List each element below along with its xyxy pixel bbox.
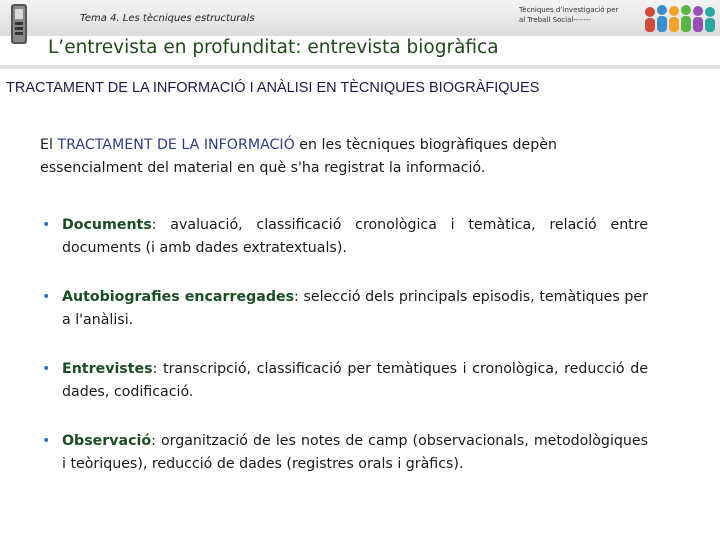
title-divider — [0, 65, 720, 69]
bullet-text: : organització de les notes de camp (observacionals, metodològiques i teòriques), reducció de dades (registres orals i gràfics). — [62, 433, 648, 472]
bullet-autobiografies — [40, 286, 648, 332]
intro-prefix: El — [40, 137, 58, 153]
bullet-text: : transcripció, classificació per temàtiques i cronològica, reducció de dades, codificació. — [62, 361, 648, 400]
slide-title: L’entrevista en profunditat: entrevista biogràfica — [48, 37, 499, 58]
intro-paragraph — [40, 134, 648, 180]
bullet-dot-icon: • — [42, 361, 51, 377]
bullet-text: : selecció dels principals episodis, temàtiques per a l'anàlisi. — [62, 289, 648, 328]
bullet-dot-icon: • — [42, 217, 51, 233]
bullet-entrevistes — [40, 358, 648, 404]
bullet-term: Entrevistes — [62, 361, 153, 377]
bullet-text: : avaluació, classificació cronològica i temàtica, relació entre documents (i amb dades extratextuals). — [62, 217, 648, 256]
slide-content — [40, 134, 648, 502]
course-name — [519, 5, 637, 25]
bullet-term: Autobiografies encarregades — [62, 289, 295, 305]
bullet-documents — [40, 214, 648, 260]
bullet-dot-icon: • — [42, 289, 51, 305]
course-name-line-2: al Treball Social------- — [519, 16, 592, 24]
bullet-term: Documents — [62, 217, 152, 233]
course-name-line-1: Tècniques d’investigació per — [519, 6, 619, 14]
intro-highlight: TRACTAMENT DE LA INFORMACIÓ — [57, 137, 295, 153]
header-topic: Tema 4. Les tècniques estructurals — [80, 13, 255, 24]
people-group-icon — [642, 2, 718, 34]
voice-recorder-icon — [8, 3, 30, 45]
bullet-observacio — [40, 430, 648, 476]
bullet-dot-icon: • — [42, 433, 51, 449]
bullet-term: Observació — [62, 433, 152, 449]
section-heading: TRACTAMENT DE LA INFORMACIÓ I ANÀLISI EN TÈCNIQUES BIOGRÀFIQUES — [6, 80, 540, 96]
intro-suffix: en les tècniques biogràfiques depèn essencialment del material en què s'ha registrat la informació. — [40, 137, 557, 176]
